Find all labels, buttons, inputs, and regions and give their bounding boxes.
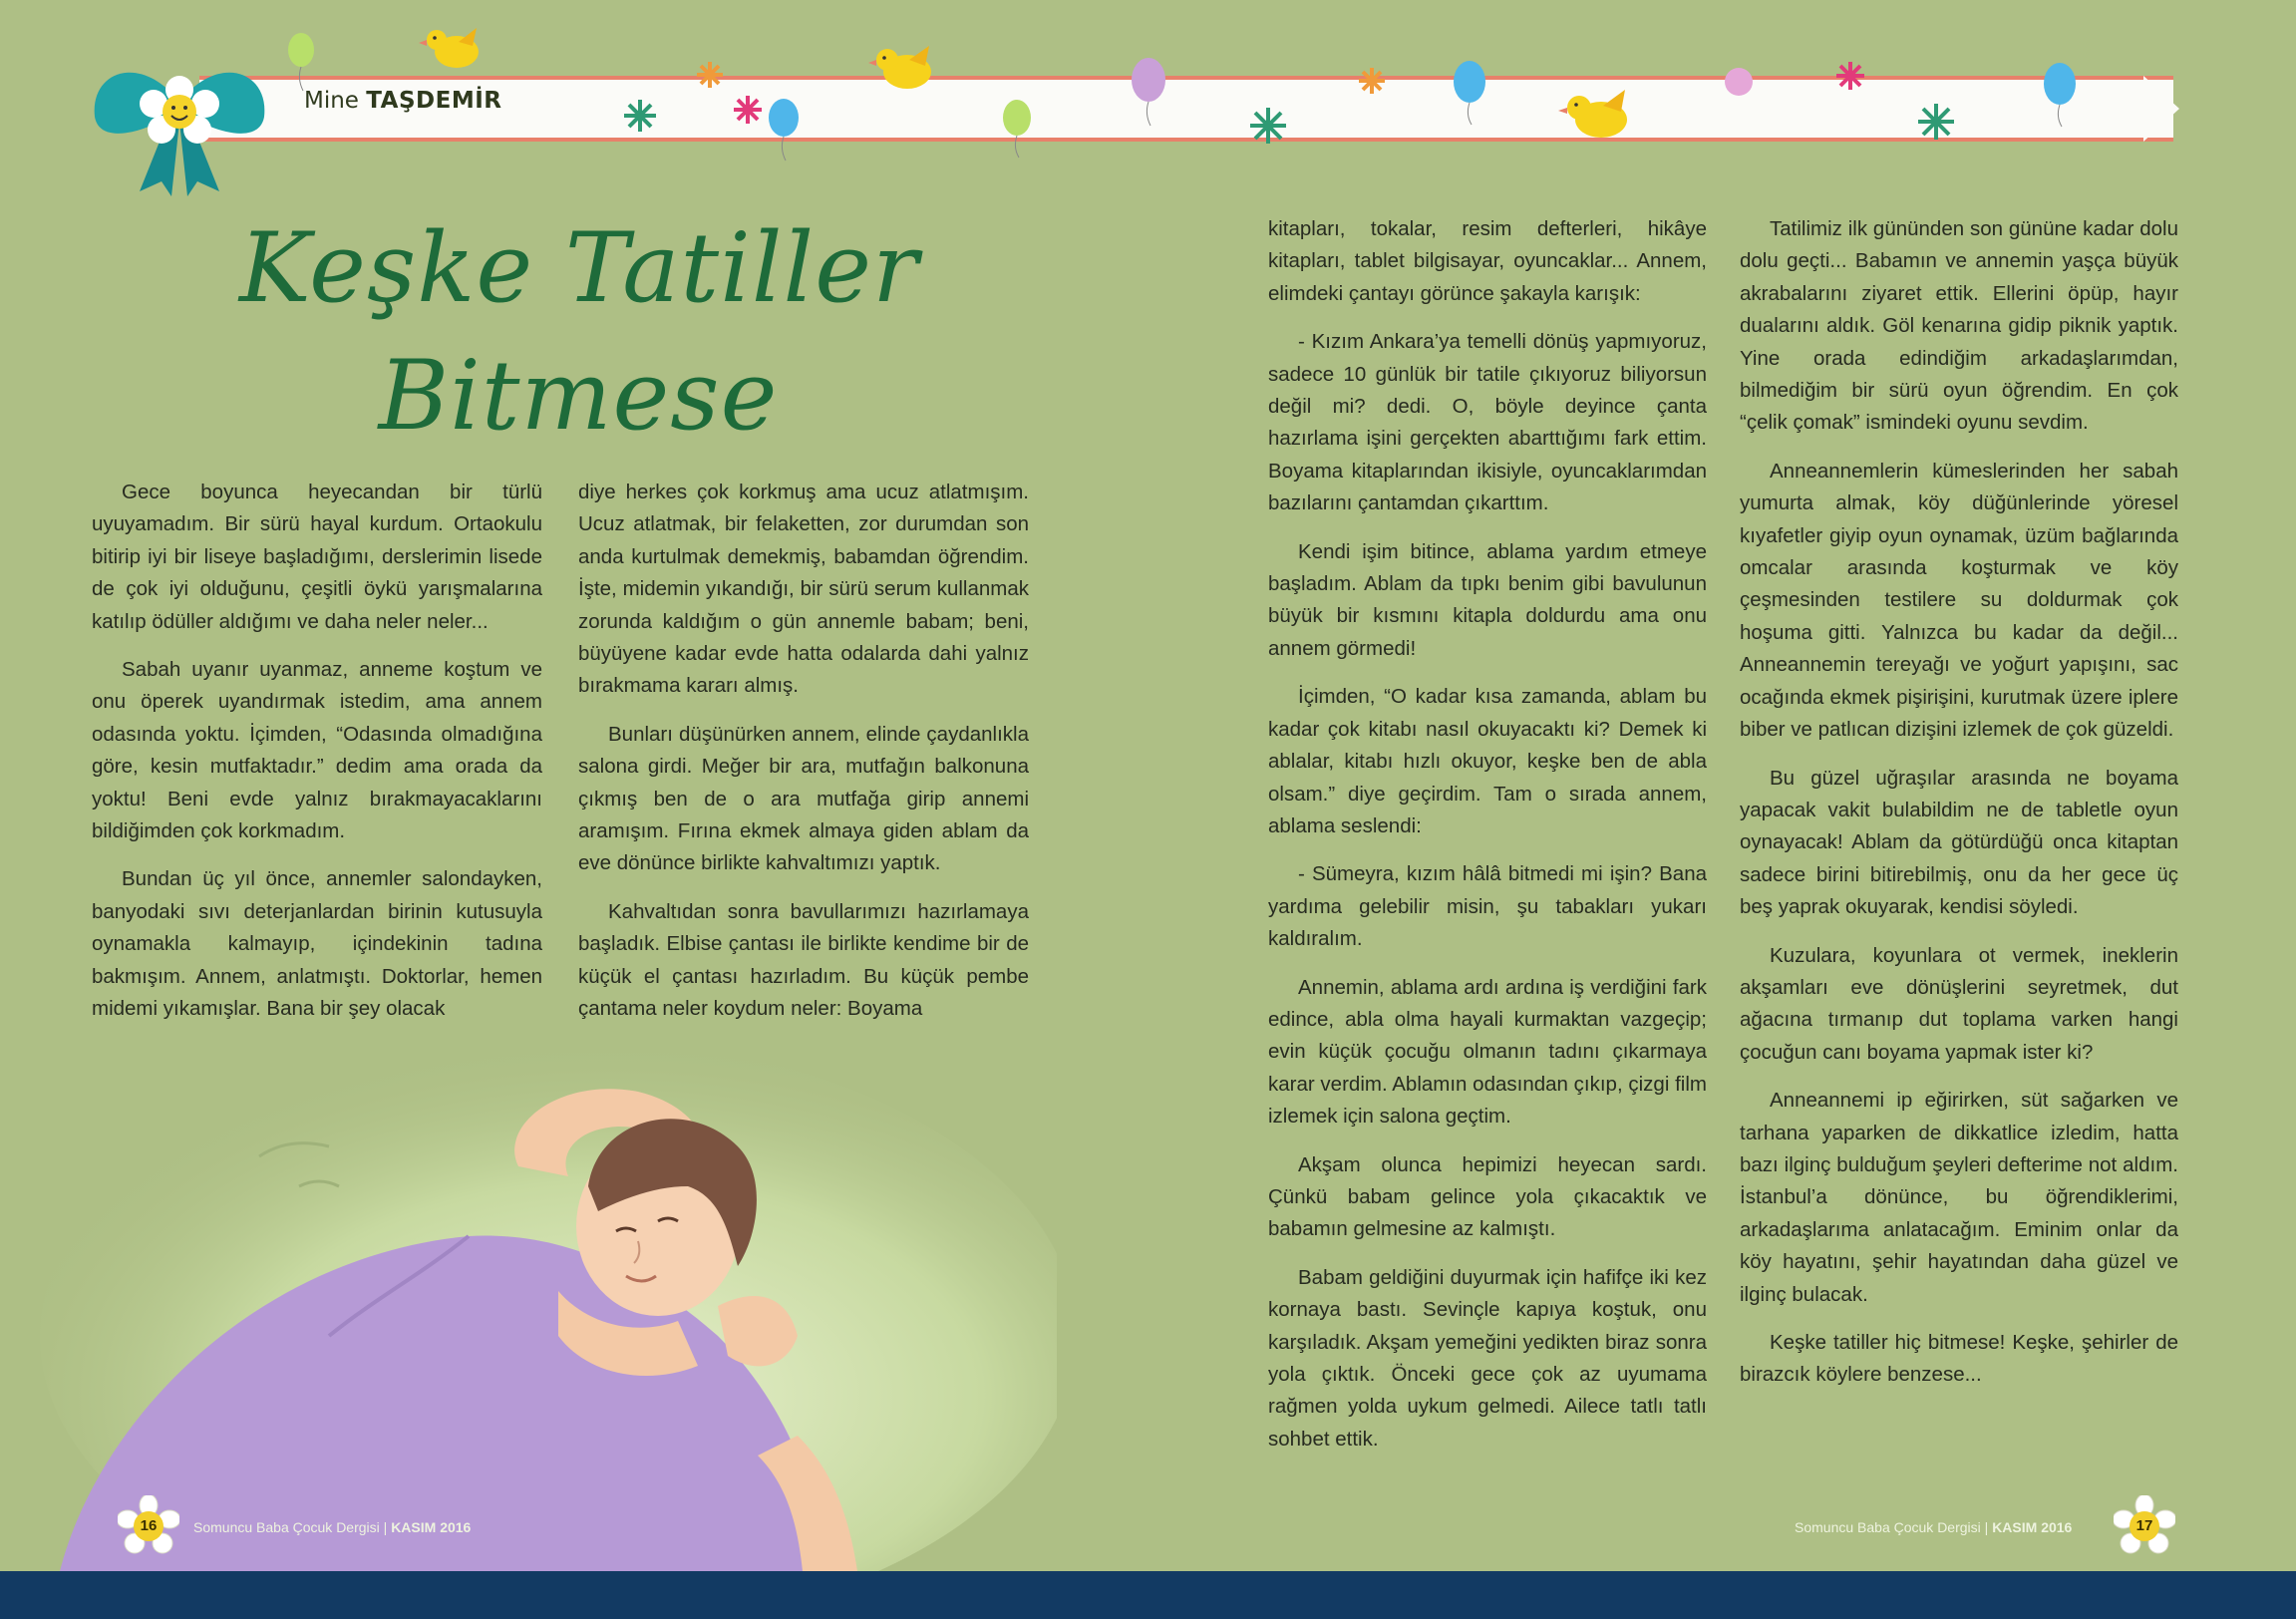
bird-icon: [419, 28, 479, 68]
boy-lying-on-grass-illustration: [0, 1037, 1057, 1571]
paragraph: - Sümeyra, kızım hâlâ bitmedi mi işin? Bana yardıma gelebilir misin, şu tabakları yukarı kaldıralım.: [1268, 862, 1707, 951]
page-number-left: 16: [140, 1517, 158, 1534]
asterisk-flower-icon: [624, 100, 656, 132]
balloon-icon: [1454, 61, 1485, 125]
page-number-right: 17: [2135, 1517, 2153, 1534]
separator: |: [1980, 1519, 1993, 1535]
balloon-icon: [1725, 68, 1753, 96]
asterisk-flower-icon: [1359, 68, 1385, 94]
paragraph: Akşam olunca hepimizi heyecan sardı. Çünkü babam gelince yola çıkacaktık ve babamın gelmesine az kalmıştı.: [1268, 1152, 1707, 1241]
asterisk-flower-icon: [1250, 108, 1286, 144]
paragraph: İçimden, “O kadar kısa zamanda, ablam bu kadar çok kitabı nasıl okuyacaktı ki? Demek ki ablalar, kitabı hızlı okuyor, keşke ben de abla olsam.” diye geçirdim. Tam o sırada annem, ablama seslendi:: [1268, 685, 1707, 837]
bottom-bar: [0, 1571, 2296, 1619]
daisy-icon: [2114, 1495, 2175, 1557]
balloon-icon: [1132, 58, 1165, 126]
footer-right: [1795, 1519, 2072, 1535]
ribbon-decorations: [0, 0, 2296, 169]
balloon-icon: [288, 33, 314, 91]
paragraph: kitapları, tokalar, resim defterleri, hikâye kitapları, tablet bilgisayar, oyuncaklar... Annem, elimdeki çantayı görünce şakayla karışık:: [1268, 217, 1707, 305]
title-line-1: Keşke Tatiller: [239, 212, 919, 324]
asterisk-flower-icon: [1918, 104, 1954, 140]
author-first-name: Mine: [304, 88, 359, 114]
balloon-icon: [1003, 100, 1031, 158]
text-column-3: [1268, 213, 1707, 1471]
paragraph: Kahvaltıdan sonra bavullarımızı hazırlamaya başladık. Elbise çantası ile birlikte kendime bir de küçük el çantası hazırladım. Bu küçük pembe çantama neler koydum neler: Boyama: [578, 899, 1029, 1021]
issue-date: KASIM 2016: [391, 1519, 472, 1535]
paragraph: Tatilimiz ilk gününden son gününe kadar dolu dolu geçti... Babamın ve annemin yaşça büyük akrabalarını ziyaret ettik. Ellerini öpüp, hayır dualarını aldık. Göl kenarına gidip piknik yaptık. Yine orada edindiğim arkadaşlarımdan, bilmediğim bir sürü oyun öğrendim. En çok “çelik çomak” ismindeki oyunu sevdim.: [1740, 217, 2178, 435]
bird-icon: [1558, 90, 1627, 138]
text-column-1: [92, 477, 542, 1042]
paragraph: Anneannemlerin kümeslerinden her sabah yumurta almak, köy düğünlerinde yöresel kıyafetler giyip oyun oynamak, üzüm bağlarında omcalar arasında koşturmak ve köy çeşmesinden testilere su doldurmak çok hoşuma gitti. Yalnızca bu kadar da değil... Anneannemin tereyağı ve yoğurt yapışını, sac ocağında ekmek pişirişini, kurutmak üzere iplere biber ve patlıcan dizişini izlemek de çok güzeldi.: [1740, 459, 2178, 742]
asterisk-flower-icon: [734, 96, 762, 124]
article-title: [239, 204, 917, 460]
footer-left: [193, 1519, 471, 1535]
issue-date: KASIM 2016: [1992, 1519, 2073, 1535]
daisy-icon: [118, 1495, 179, 1557]
magazine-name: Somuncu Baba Çocuk Dergisi: [1795, 1519, 1981, 1535]
paragraph: Bu güzel uğraşılar arasında ne boyama yapacak vakit bulabildim ne de tabletle oyun oynayacak! Ablam da götürdüğü onca kitaptan sadece birini bitirebilmiş, onu da her gece üç beş yaprak okuyarak, kendisi söyledi.: [1740, 766, 2178, 919]
bird-icon: [868, 46, 931, 89]
title-line-2: Bitmese: [378, 340, 779, 452]
balloon-icon: [769, 99, 799, 161]
text-column-4: [1740, 213, 2178, 1408]
paragraph: Gece boyunca heyecandan bir türlü uyuyamadım. Bir sürü hayal kurdum. Ortaokulu bitirip iyi bir liseye başladığımı, derslerimin lisede de çok iyi olduğunu, çeşitli öykü yarışmalarına katılıp ödüller aldığımı ve daha neler neler...: [92, 481, 542, 633]
paragraph: - Kızım Ankara’ya temelli dönüş yapmıyoruz, sadece 10 günlük bir tatile çıkıyoruz biliyorsun değil mi? dedi. O, böyle deyince çanta hazırlama işini gerçekten abarttığımı fark ettim. Boyama kitaplarından ikisiyle, oyuncaklarımdan bazılarını çantamdan çıkarttım.: [1268, 330, 1707, 515]
paragraph: Bunları düşünürken annem, elinde çaydanlıkla salona girdi. Meğer bir ara, mutfağın balkonuna çıkmış ben de o ara mutfağa girip annemi aramışım. Fırına ekmek almaya giden ablam da eve dönünce birlikte kahvaltımızı yaptık.: [578, 722, 1029, 875]
paragraph: Keşke tatiller hiç bitmese! Keşke, şehirler de birazcık köylere benzese...: [1740, 1331, 2178, 1387]
paragraph: Babam geldiğini duyurmak için hafifçe iki kez kornaya bastı. Sevinçle kapıya koştuk, onu karşıladık. Akşam yemeğini yedikten biraz sonra yola çıktık. Önceki gece çok az uyumama rağmen yolda uykum gelmedi. Ailece tatlı tatlı sohbet ettik.: [1268, 1265, 1707, 1451]
paragraph: diye herkes çok korkmuş ama ucuz atlatmışım. Ucuz atlatmak, bir felaketten, zor durumdan son anda kurtulmak demekmiş, babamdan öğrendim. İşte, midemin yıkandığı, bir sürü serum kullanmak zorunda kaldığım o gün annemle babam; beni, büyüyene kadar evde hatta odalarda dahi yalnız bırakmama kararı almış.: [578, 481, 1029, 698]
asterisk-flower-icon: [697, 62, 723, 88]
asterisk-flower-icon: [1836, 62, 1864, 90]
balloon-icon: [2044, 63, 2076, 127]
paragraph: Kendi işim bitince, ablama yardım etmeye başladım. Ablam da tıpkı benim gibi bavulunun büyük bir kısmını kitapla doldurdu ama onu annem görmedi!: [1268, 539, 1707, 660]
author-last-name: TAŞDEMİR: [366, 88, 502, 114]
separator: |: [379, 1519, 392, 1535]
text-column-2: [578, 477, 1029, 1042]
magazine-name: Somuncu Baba Çocuk Dergisi: [193, 1519, 380, 1535]
paragraph: Sabah uyanır uyanmaz, anneme koştum ve onu öperek uyandırmak istedim, ama annem odasında yoktu. İçimden, “Odasında olmadığına göre, kesin mutfaktadır.” dedim ama orada da yoktu! Beni evde yalnız bırakmayacaklarını bildiğimden çok korkmadım.: [92, 658, 542, 843]
paragraph: Anneannemi ip eğirirken, süt sağarken ve tarhana yaparken de dikkatlice izledim, hatta bazı ilginç bulduğum şeyleri defterime not aldım. İstanbul’a dönünce, bu öğrendiklerimi, arkadaşlarıma anlatacağım. Eminim onlar da köy hayatını, şehir hayatından daha güzel ve ilginç bulacak.: [1740, 1089, 2178, 1306]
paragraph: Annemin, ablama ardı ardına iş verdiğini fark edince, abla olma hayali kurmaktan vazgeçip; evin küçük çocuğu olmanın tadını çıkarmaya karar verdim. Ablamın odasından çıkıp, çizgi film izlemek için salona geçtim.: [1268, 975, 1707, 1129]
paragraph: Bundan üç yıl önce, annemler salondayken, banyodaki sıvı deterjanlardan birinin kutusuyla oynamakla kalmayıp, içindekinin tadına bakmışım. Annem, anlatmıştı. Doktorlar, hemen midemi yıkamışlar. Bana bir şey olacak: [92, 867, 542, 1021]
paragraph: Kuzulara, koyunlara ot vermek, ineklerin akşamları eve dönüşlerini seyretmek, dut ağacına tırmanıp dut toplama varken hangi çocuğun canı boyama yapmak ister ki?: [1740, 943, 2178, 1064]
